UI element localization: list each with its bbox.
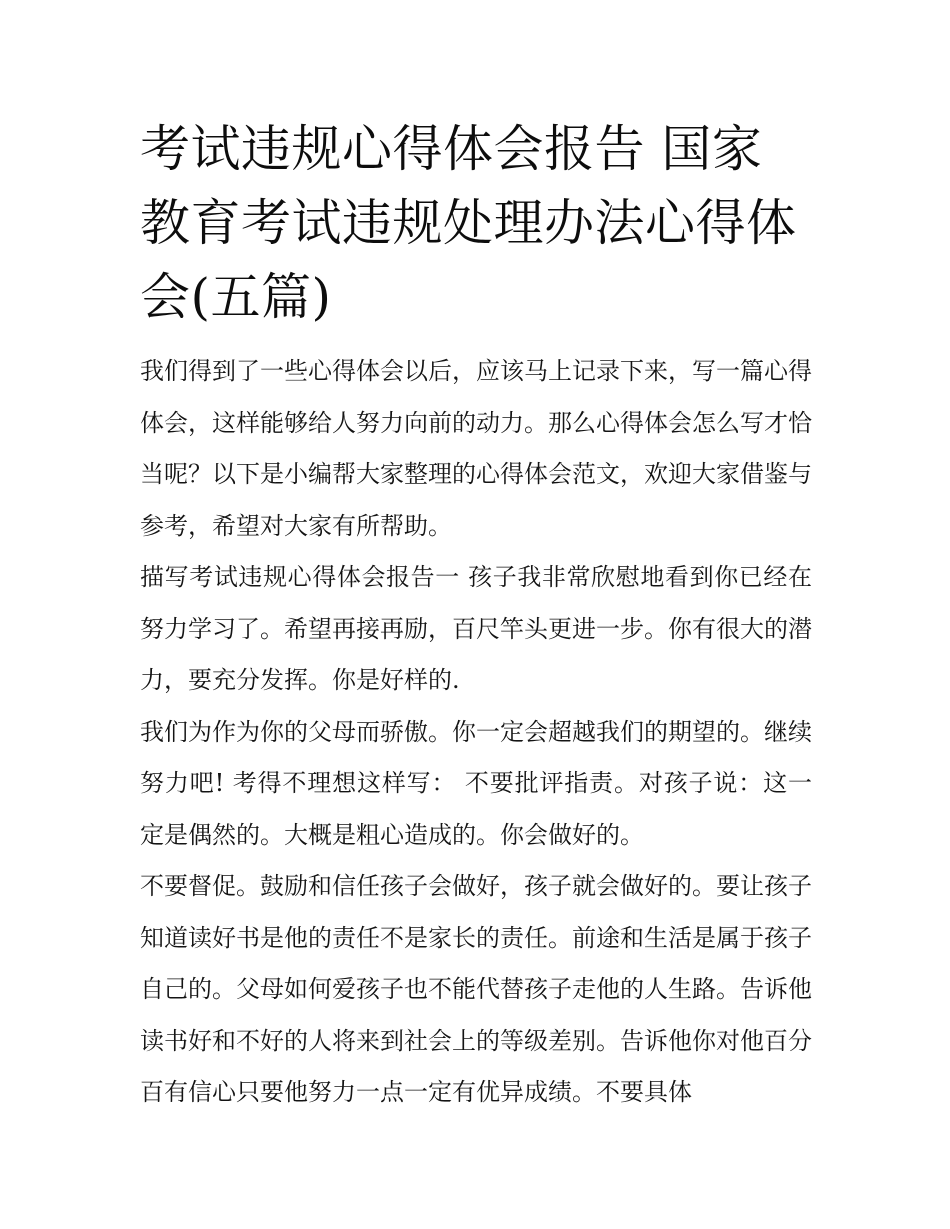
document-title: 考试违规心得体会报告 国家教育考试违规处理办法心得体会(五篇) [140,120,797,326]
document-content [140,112,812,1119]
paragraph-3: 不要督促。鼓励和信任孩子会做好，孩子就会做好的。要让孩子知道读好书是他的责任不是家长的责任。前途和生活是属于孩子自己的。父母如何爱孩子也不能代替孩子走他的人生路。告诉他读书好和不好的人将来到社会上的等级差别。告诉他你对他百分百有信心只要他努力一点一定有优异成绩。不要具体 [140,872,812,1106]
paragraph-intro: 我们得到了一些心得体会以后，应该马上记录下来，写一篇心得体会，这样能够给人努力向前的动力。那么心得体会怎么写才恰当呢？以下是小编帮大家整理的心得体会范文，欢迎大家借鉴与参考，希望对大家有所帮助。 [140,357,812,540]
paragraph-1: 描写考试违规心得体会报告一 孩子我非常欣慰地看到你已经在努力学习了。希望再接再励，百尺竿头更进一步。你有很大的潜力，要充分发挥。你是好样的. [140,563,812,694]
paragraph-2: 我们为作为你的父母而骄傲。你一定会超越我们的期望的。继续努力吧! 考得不理想这样写： 不要批评指责。对孩子说：这一定是偶然的。大概是粗心造成的。你会做好的。 [140,717,812,849]
